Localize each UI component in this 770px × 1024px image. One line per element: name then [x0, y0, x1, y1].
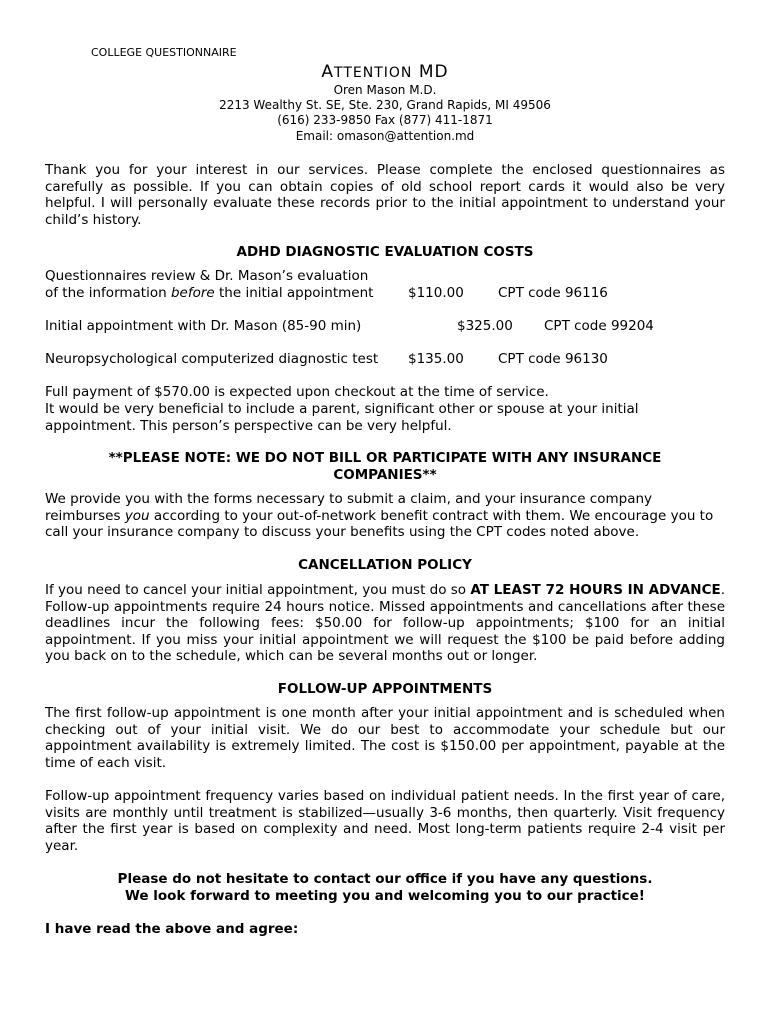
closing-line-2: We look forward to meeting you and welcoming you to our practice!: [125, 888, 645, 904]
cost-item-3-cpt: CPT code 96130: [498, 351, 608, 367]
title-md: MD: [418, 62, 449, 82]
intro-paragraph: Thank you for your interest in our services. Please complete the enclosed questionnaires as carefully as possible. If you can obtain copies of old school report cards it would also be very helpful. I will personally evaluate these records prior to the initial appointment to understand your child’s history.: [45, 162, 725, 228]
agreement-label: I have read the above and agree:: [45, 921, 299, 937]
cost-item-3-price: $135.00: [408, 351, 464, 367]
title-smallcaps: TTENTION: [334, 65, 413, 81]
cost-item-1-line1: Questionnaires review & Dr. Mason’s evaluation: [45, 268, 369, 284]
street-address: 2213 Wealthy St. SE, Ste. 230, Grand Rapids, MI 49506: [219, 98, 551, 112]
insurance-paragraph: We provide you with the forms necessary to submit a claim, and your insurance company reimburses you according to your out-of-network benefit contract with them. We encourage you to call your insurance company to discuss your benefits using the CPT codes noted above.: [45, 491, 714, 540]
cost-item-1-line2: of the information before the initial appointment: [45, 285, 374, 301]
practice-title: [0, 62, 770, 82]
costs-heading: ADHD DIAGNOSTIC EVALUATION COSTS: [236, 244, 534, 260]
followup-paragraph-1: The first follow-up appointment is one month after your initial appointment and is scheduled when checking out of your initial visit. We do our best to accommodate your schedule but our appointment availability is extremely limited. The cost is $150.00 per appointment, payable at the time of each visit.: [45, 705, 725, 771]
cost-item-2-label: Initial appointment with Dr. Mason (85-90 min): [45, 318, 362, 334]
emphasis-you: you: [124, 507, 150, 524]
cost-item-3-label: Neuropsychological computerized diagnostic test: [45, 351, 379, 367]
closing-line-1: Please do not hesitate to contact our office if you have any questions.: [117, 871, 653, 887]
advance-notice-emphasis: AT LEAST 72 HOURS IN ADVANCE: [470, 582, 721, 598]
cancellation-paragraph: If you need to cancel your initial appointment, you must do so AT LEAST 72 HOURS IN ADVANCE. Follow-up appointments require 24 hours notice. Missed appointments and cancellations after these deadlines incur the following fees: $50.00 for follow-up appointments; $100 for an initial appointment. If you miss your initial appointment we will request the $100 be paid before adding you back on to the schedule, which can be several months out or longer.: [45, 582, 726, 664]
payment-line-1: Full payment of $570.00 is expected upon checkout at the time of service.: [45, 384, 549, 400]
insurance-heading: **PLEASE NOTE: WE DO NOT BILL OR PARTICIPATE WITH ANY INSURANCE COMPANIES**: [108, 450, 662, 483]
doctor-name: Oren Mason M.D.: [333, 83, 437, 97]
emphasis-before: before: [170, 285, 215, 301]
title-initial: A: [321, 62, 335, 82]
followup-heading: FOLLOW-UP APPOINTMENTS: [277, 681, 493, 697]
cost-item-2-cpt: CPT code 99204: [544, 318, 654, 334]
cost-item-1-cpt: CPT code 96116: [498, 285, 608, 301]
document-type-label: COLLEGE QUESTIONNAIRE: [91, 46, 237, 59]
email-address: Email: omason@attention.md: [295, 129, 475, 143]
payment-line-2: It would be very beneficial to include a parent, significant other or spouse at your initial appointment. This person’s perspective can be very helpful.: [45, 401, 639, 434]
cancellation-heading: CANCELLATION POLICY: [298, 557, 472, 573]
followup-paragraph-2: Follow-up appointment frequency varies based on individual patient needs. In the first year of care, visits are monthly until treatment is stabilized—usually 3-6 months, then quarterly. Visit frequency after the first year is based on complexity and need. Most long-term patients require 2-4 visit per year.: [45, 788, 725, 854]
phone-fax: (616) 233-9850 Fax (877) 411-1871: [277, 113, 493, 127]
cost-item-2-price: $325.00: [457, 318, 513, 334]
cost-item-1-price: $110.00: [408, 285, 464, 301]
